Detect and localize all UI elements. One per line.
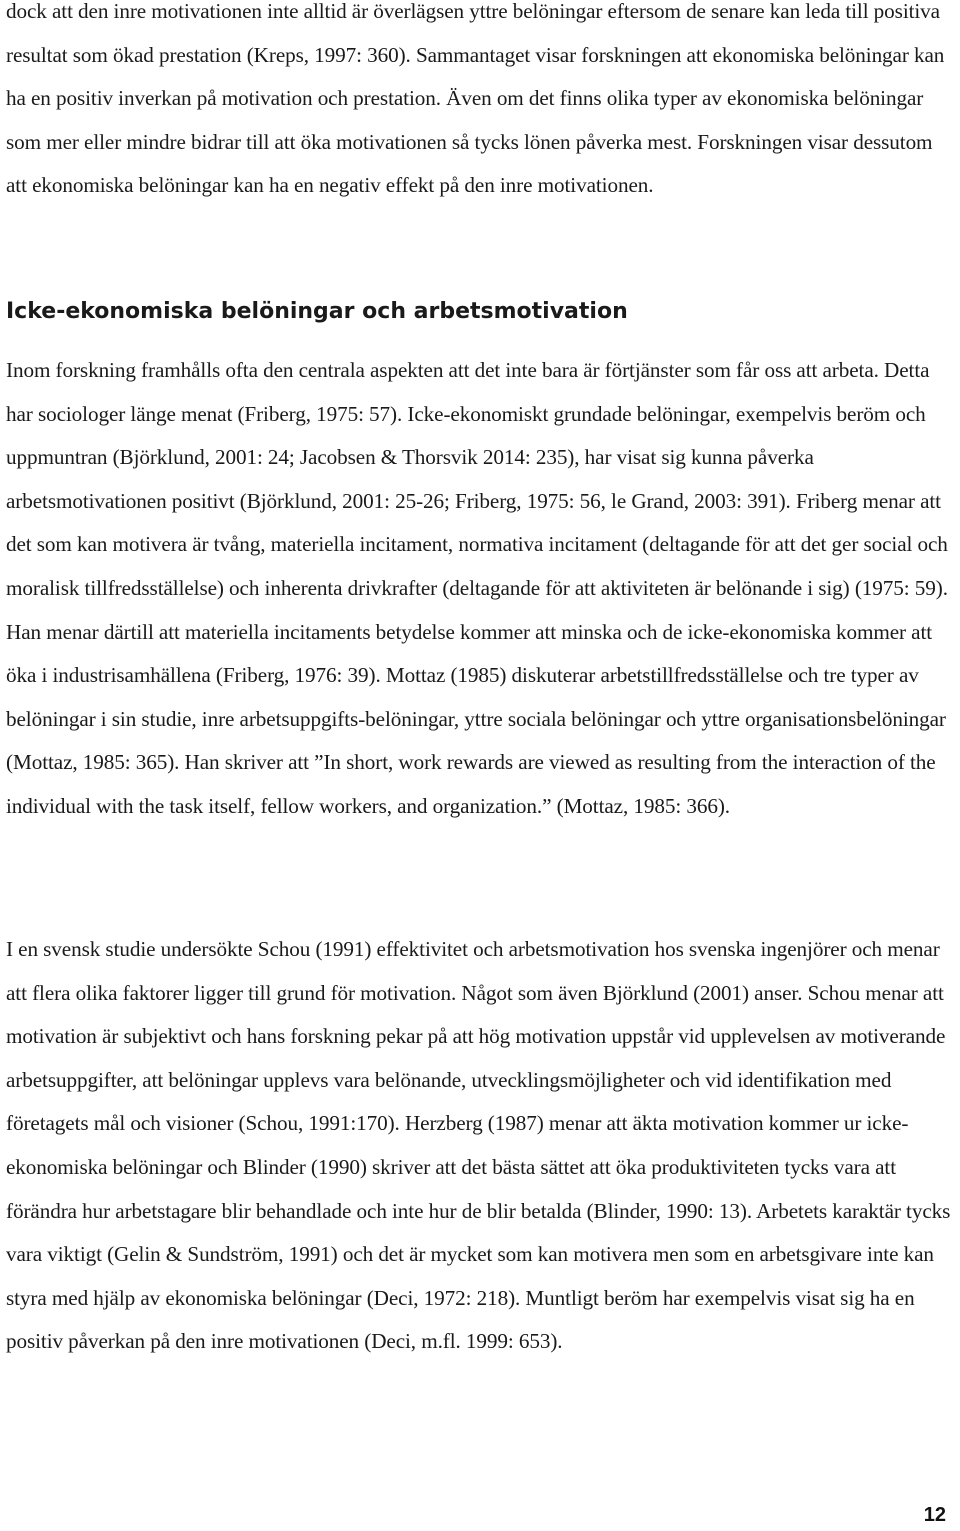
paragraph-intro: dock att den inre motivationen inte alltid är överlägsen yttre belöningar eftersom de senare kan leda till positiva resultat som ökad prestation (Kreps, 1997: 360). Sammantaget visar forskningen att ekonomiska belöningar kan ha en positiv inverkan på motivation och prestation. Även om det finns olika typer av ekonomiska belöningar som mer eller mindre bidrar till att öka motivationen så tycks lönen påverka mest. Forskningen visar dessutom att ekonomiska belöningar kan ha en negativ effekt på den inre motivationen. [6, 0, 945, 198]
paragraph-swedish-study: I en svensk studie undersökte Schou (1991) effektivitet och arbetsmotivation hos svenska ingenjörer och menar att flera olika faktorer ligger till grund för motivation. Något som även Björklund (2001) anser. Schou menar att motivation är subjektivt och hans forskning pekar på att hög motivation uppstår vid upplevelsen av motiverande arbetsuppgifter, att belöningar upplevs vara belönande, utvecklingsmöjligheter och vid identifikation med företagets mål och visioner (Schou, 1991:170). Herzberg (1987) menar att äkta motivation kommer ur icke-ekonomiska belöningar och Blinder (1990) skriver att det bästa sättet att öka produktiviteten tycks vara att förändra hur arbetstagare blir behandlade och inte hur de blir betalda (Blinder, 1990: 13). Arbetets karaktär tycks vara viktigt (Gelin & Sundström, 1991) och det är mycket som kan motivera men som en arbetsgivare inte kan styra med hjälp av ekonomiska belöningar (Deci, 1972: 218). Muntligt beröm har exempelvis visat sig ha en positiv påverkan på den inre motivationen (Deci, m.fl. 1999: 653). [6, 937, 951, 1354]
paragraph-non-economic-rewards: Inom forskning framhålls ofta den centrala aspekten att det inte bara är förtjänster som får oss att arbeta. Detta har sociologer länge menat (Friberg, 1975: 57). Icke-ekonomiskt grundade belöningar, exempelvis beröm och uppmuntran (Björklund, 2001: 24; Jacobsen & Thorsvik 2014: 235), har visat sig kunna påverka arbetsmotivationen positivt (Björklund, 2001: 25-26; Friberg, 1975: 56, le Grand, 2003: 391). Friberg menar att det som kan motivera är tvång, materiella incitament, normativa incitament (deltagande för att det ger social och moralisk tillfredsställelse) och inherenta drivkrafter (deltagande för att aktiviteten är belönande i sig) (1975: 59). Han menar därtill att materiella incitaments betydelse kommer att minska och de icke-ekonomiska kommer att öka i industrisamhällena (Friberg, 1976: 39). Mottaz (1985) diskuterar arbetstillfredsställelse och tre typer av belöningar i sin studie, inre arbetsuppgifts-belöningar, yttre sociala belöningar och yttre organisationsbelöningar (Mottaz, 1985: 365). Han skriver att ”In short, work rewards are viewed as resulting from the interaction of the individual with the task itself, fellow workers, and organization.” (Mottaz, 1985: 366). [6, 358, 948, 818]
section-heading: Icke-ekonomiska belöningar och arbetsmotivation [6, 299, 628, 324]
page-number: 12 [923, 1504, 946, 1526]
